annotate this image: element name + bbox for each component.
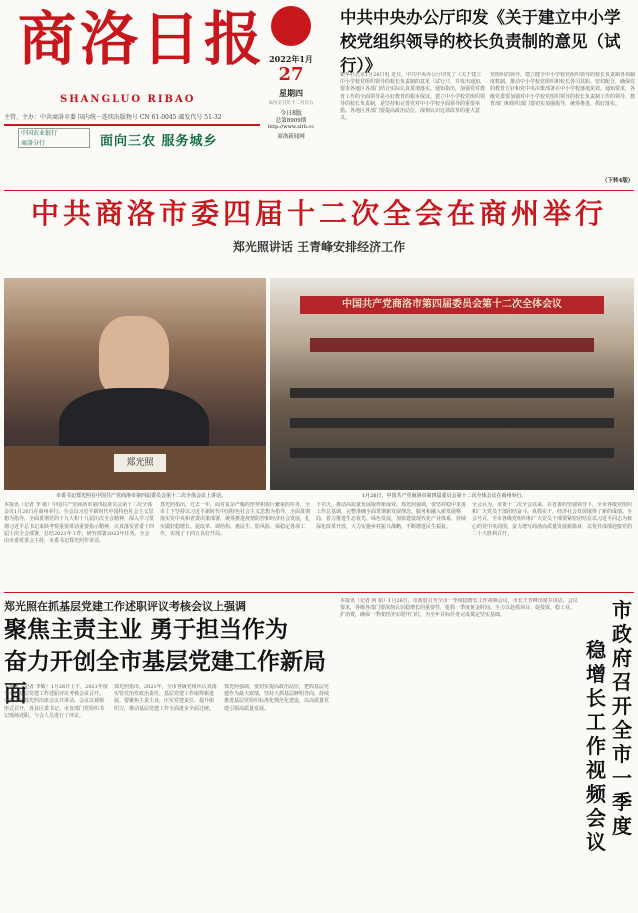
main-story-col3: 下功夫，推动高质量发展取得新成效。郑光照强调，要坚持稳中求进工作总基调，完整准确全面贯彻新发展理念，服务和融入新发展格局，着力推进生态优先、绿色发展，加快建设现代化产业体系，持续深化改革开放，大力实施乡村振兴战略，不断增进民生福祉。 <box>316 502 466 530</box>
section2-title-line2: 奋力开创全市基层党建工作新局面 <box>4 648 326 707</box>
photo-meeting-hall <box>270 278 634 490</box>
section2-col1: 本报讯（记者 李敏）1月26日上午，2021年度全市抓基层党建工作述职评议考核会议召开。市委书记郑光照出席会议并讲话。会议以视频形式召开，各县区委书记、市直部门党组织书记现场述职，与会人员进行了评议。 <box>4 684 108 719</box>
audience-row <box>290 448 614 458</box>
rostrum <box>310 338 594 352</box>
audience-row <box>290 418 614 428</box>
newspaper-pinyin: SHANGLUO RIBAO <box>60 94 196 105</box>
section2-col3: 郑光照强调，要切实提高政治站位，把抓基层党建作为最大政绩，坚持大抓基层鲜明导向，持续推进基层党组织标准化规范化建设，以高质量党建引领高质量发展。 <box>224 684 330 712</box>
top-story-headline: 中共中央办公厅印发《关于建立中小学校党组织领导的校长负责制的意见（试行）》 <box>340 8 621 75</box>
photo1-caption: 市委书记郑光照在中国共产党商洛市第四届委员会第十二次全体会议上讲话。 <box>56 493 227 499</box>
top-story-col2: 党组织的领导，建立健全中小学校党组织领导的校长负责制各项制度机制，推动中小学校党组织和校长各司其职、密切配合，确保党的教育方针和党中央决策部署在中小学校落地见效。通知要求，各级党委要加强对中小学校党组织领导的校长负责制工作的领导，教育部门和组织部门要切实加强指导，统筹推进，抓好落实。 <box>490 72 636 107</box>
bank-slogan: 面向三农 服务城乡 <box>100 134 218 149</box>
section3-body: 本报讯（记者 何 娟）1月26日，市政府召开全市一季度稳增长工作视频会议，市长王青峰出席并讲话。会议要求，各级各部门要深刻认识稳增长的重要性，抢抓一季度黄金时间，全力以赴抓项目、促投资、稳工业、扩消费，确保一季度经济实现开门红，为全年目标任务完成奠定坚实基础。 <box>340 598 578 619</box>
section2-col2: 郑光照指出，2021年，全市各级党组织认真落实管党治党政治责任，基层党建工作取得新进展。要聚焦主责主业，压实党建责任，提升组织力，推动基层党建工作全面进步全面过硬。 <box>114 684 217 712</box>
bank-branch: 商洛分行 <box>21 140 46 147</box>
publication-info: 主管、主办：中共商洛市委 国内统一连续出版物号 CN 61-0045 邮发代号 51-32 <box>4 114 222 121</box>
speaker-face <box>99 316 169 396</box>
main-story-col4: 全会认为，市委十二次全会以来，在省委的坚强领导下，全市各级党组织和广大党员干部团结奋斗、真抓实干，经济社会发展取得了新的成绩。全会号召，全市各级党组织和广大党员干部要紧密团结在以习近平同志为核心的党中央周围，奋力谱写商洛高质量发展新篇章，以优异成绩迎接党的二十大胜利召开。 <box>472 502 633 537</box>
main-story-col1: 本报讯（记者 李 敏）中国共产党商洛市第四届委员会第十二次全体会议1月26日在商州举行。全会以习近平新时代中国特色社会主义思想为指导，全面贯彻党的十九大和十九届历次全会精神，深入学习贯彻习近平总书记来陕考察重要讲话重要指示精神，认真落实省委十四届十次全会部署，总结2021年工作，研究部署2022年任务。全会由市委常委会主持，市委书记郑光照作讲话。 <box>4 502 154 545</box>
website-label: 商洛新闻网 <box>277 134 305 140</box>
top-story-jump[interactable]: （下转4版） <box>602 178 634 184</box>
photo-speaker <box>4 278 266 490</box>
vertical-headline-col2: 稳增长工作视频会议 <box>586 638 606 854</box>
main-story-col2: 郑光照指出，过去一年，面对复杂严峻的形势和艰巨繁重的任务，全市上下坚持以习近平新时代中国特色社会主义思想为指导，全面贯彻落实党中央和省委决策部署，统筹推进疫情防控和经济社会发展，扎实做好稳增长、促改革、调结构、惠民生、防风险、保稳定各项工作，实现了十四五良好开局。 <box>160 502 310 537</box>
date-year-month: 2022年1月 <box>269 54 313 64</box>
weekday: 星期四 <box>279 88 303 98</box>
lunar-date: 农历辛丑年十二月廿五 <box>268 101 314 106</box>
section2-title-line1: 聚焦主责主业 勇于担当作为 <box>4 616 289 643</box>
section2-kicker: 郑光照在抓基层党建工作述职评议考核会议上强调 <box>4 600 246 613</box>
newspaper-logo: 商洛日报 <box>18 5 267 73</box>
photo2-caption: 1月26日，中国共产党商洛市第四届委员会第十二次全体会议在商州举行。 <box>362 493 527 499</box>
bank-name: 中国农业银行 <box>21 130 58 137</box>
bank-ad <box>18 128 90 148</box>
top-story-body <box>340 72 636 190</box>
nameplate: 郑光照 <box>114 454 166 472</box>
masthead-rule <box>4 124 260 126</box>
website[interactable]: http://www.slrb.cc <box>267 124 315 130</box>
issue-total: 总第8909期 <box>275 118 307 124</box>
main-headline: 中共商洛市委四届十二次全会在商州举行 <box>30 197 607 230</box>
vertical-headline-col1: 市政府召开全市一季度 <box>612 598 632 838</box>
section-rule <box>4 592 634 593</box>
meeting-banner: 中国共产党商洛市第四届委员会第十二次全体会议 <box>300 296 604 314</box>
main-subhead: 郑光照讲话 王青峰安排经济工作 <box>232 240 406 254</box>
audience-row <box>290 388 614 398</box>
date-column <box>262 0 320 150</box>
date-day: 27 <box>278 64 304 85</box>
issue-count: 今日8版 <box>280 110 302 117</box>
top-story-col1: 新华社北京1月26日电 近日，中共中央办公厅印发了《关于建立中小学校党组织领导的校长负责制的意见（试行）》，并发出通知，要求各地区各部门结合实际认真贯彻落实。通知指出，加强党对教育工作的全面领导是办好教育的根本保证。建立中小学校党组织领导的校长负责制，是坚持和完善党对中小学校全面领导的重要举措。各地区各部门要提高政治站位，深刻认识这项改革的重大意义。 <box>340 72 486 122</box>
